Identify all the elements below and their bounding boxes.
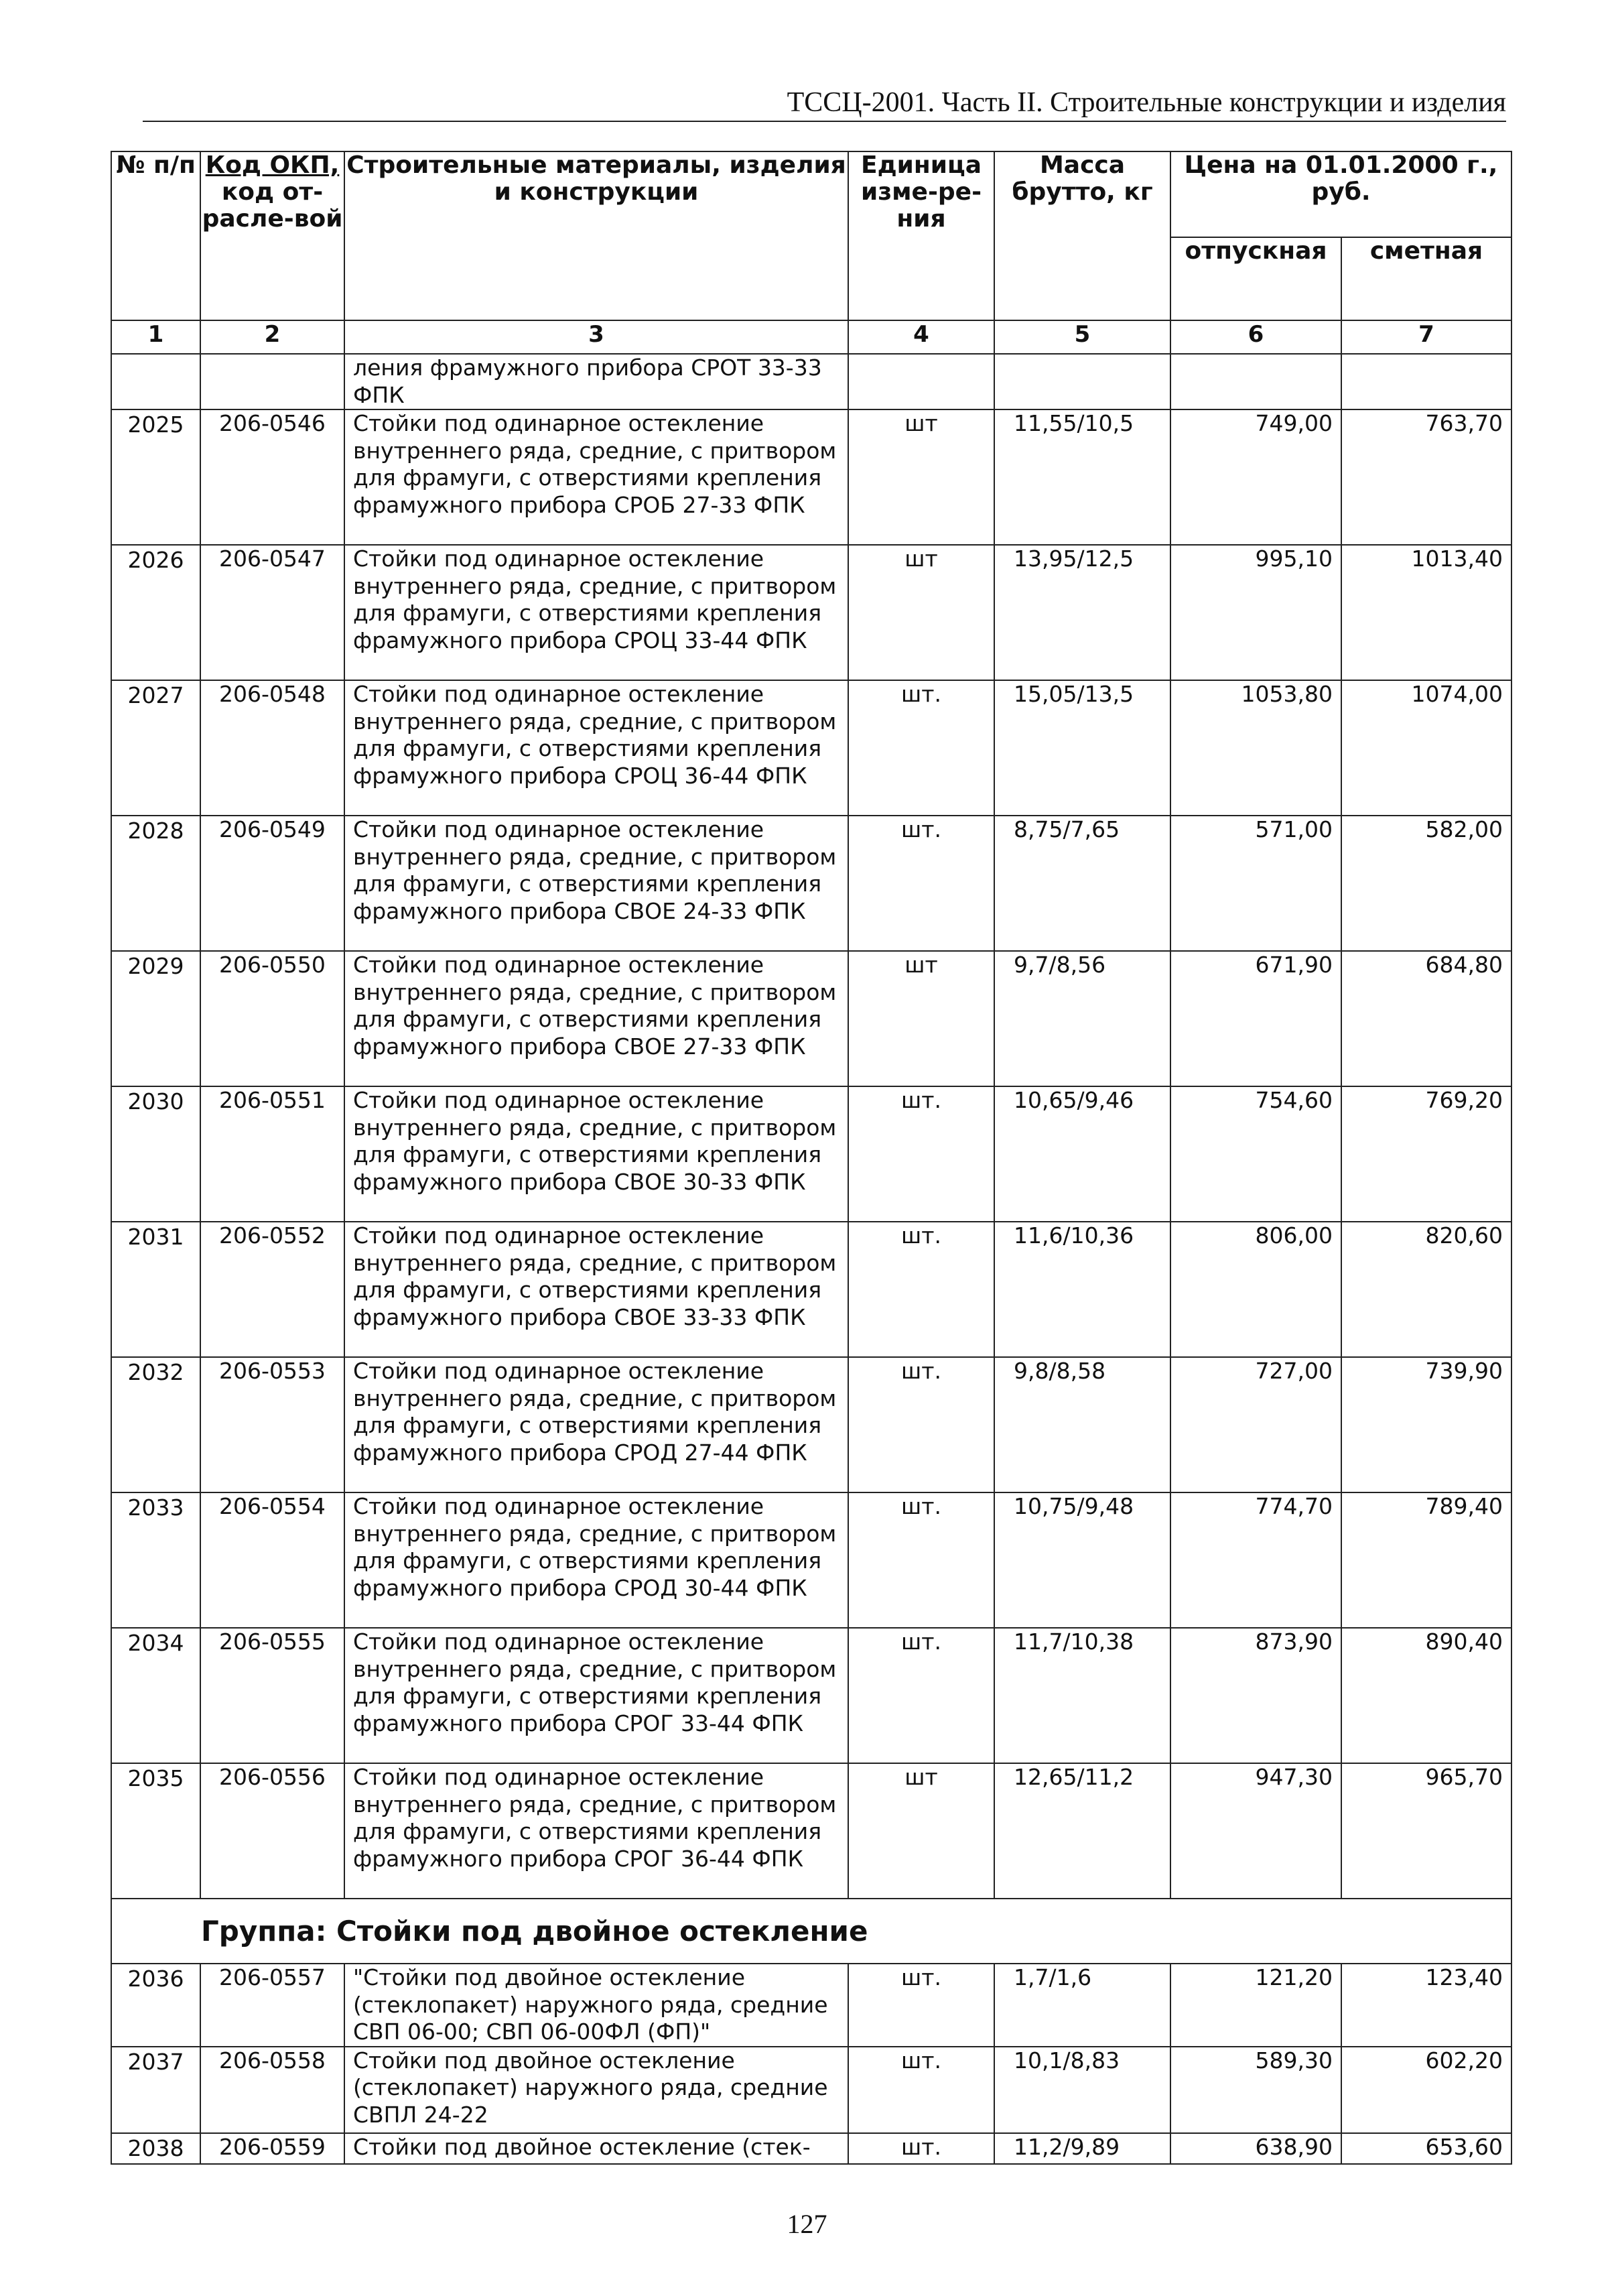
- row-price-release: [1170, 354, 1341, 409]
- row-price-estimate: 602,20: [1341, 2047, 1511, 2133]
- row-price-release: 873,90: [1170, 1628, 1341, 1763]
- row-code: 206-0546: [200, 409, 344, 545]
- row-code: 206-0548: [200, 680, 344, 816]
- row-unit: шт.: [848, 680, 994, 816]
- page-number: 127: [787, 2209, 827, 2239]
- header-code-bottom: код от-расле-вой: [202, 178, 343, 233]
- row-unit: шт.: [848, 1492, 994, 1628]
- table-row: [111, 1763, 1511, 1899]
- row-price-release: 995,10: [1170, 545, 1341, 680]
- row-mass: [994, 354, 1170, 409]
- row-mass: 11,2/9,89: [994, 2133, 1170, 2164]
- row-number: 2037: [111, 2047, 200, 2133]
- row-price-release: 727,00: [1170, 1357, 1341, 1492]
- row-unit: шт: [848, 409, 994, 545]
- row-price-release: 589,30: [1170, 2047, 1341, 2133]
- row-number: 2032: [111, 1357, 200, 1492]
- row-unit: шт.: [848, 2047, 994, 2133]
- table-row: [111, 354, 1511, 409]
- row-description: Стойки под одинарное остекление внутреннего ряда, средние, с притвором для фрамуги, с отверстиями крепления фрамужного прибора СВОЕ 30-33 ФПК: [344, 1086, 848, 1222]
- row-price-estimate: 1013,40: [1341, 545, 1511, 680]
- row-mass: 9,7/8,56: [994, 951, 1170, 1086]
- row-unit: шт.: [848, 1964, 994, 2047]
- table-row: [111, 2133, 1511, 2164]
- table-row: [111, 680, 1511, 816]
- row-mass: 11,6/10,36: [994, 1222, 1170, 1357]
- row-code: 206-0549: [200, 816, 344, 951]
- row-code: 206-0557: [200, 1964, 344, 2047]
- row-code: 206-0552: [200, 1222, 344, 1357]
- row-description: Стойки под одинарное остекление внутреннего ряда, средние, с притвором для фрамуги, с отверстиями крепления фрамужного прибора СРОЦ 33-44 ФПК: [344, 545, 848, 680]
- row-number: 2028: [111, 816, 200, 951]
- row-description: Стойки под одинарное остекление внутреннего ряда, средние, с притвором для фрамуги, с отверстиями крепления фрамужного прибора СВОЕ 33-33 ФПК: [344, 1222, 848, 1357]
- table-row: [111, 1964, 1511, 2047]
- row-price-release: 749,00: [1170, 409, 1341, 545]
- row-price-estimate: 965,70: [1341, 1763, 1511, 1899]
- row-number: 2029: [111, 951, 200, 1086]
- table-row: [111, 1086, 1511, 1222]
- header-unit: Единица изме-ре-ния: [848, 151, 994, 320]
- row-number: [111, 354, 200, 409]
- row-price-estimate: 653,60: [1341, 2133, 1511, 2164]
- header-price-release: отпускная: [1170, 237, 1341, 320]
- column-number: 7: [1341, 320, 1511, 354]
- row-unit: шт.: [848, 1086, 994, 1222]
- row-description: "Стойки под двойное остекление (стеклопакет) наружного ряда, средние СВП 06-00; СВП 06-00ФЛ (ФП)": [344, 1964, 848, 2047]
- row-mass: 9,8/8,58: [994, 1357, 1170, 1492]
- row-number: 2034: [111, 1628, 200, 1763]
- header-code-top: Код ОКП,: [205, 151, 340, 179]
- row-description: Стойки под одинарное остекление внутреннего ряда, средние, с притвором для фрамуги, с отверстиями крепления фрамужного прибора СВОЕ 27-33 ФПК: [344, 951, 848, 1086]
- table-row: [111, 2047, 1511, 2133]
- row-mass: 12,65/11,2: [994, 1763, 1170, 1899]
- table-row: [111, 1628, 1511, 1763]
- row-description: Стойки под одинарное остекление внутреннего ряда, средние, с притвором для фрамуги, с отверстиями крепления фрамужного прибора СРОГ 36-44 ФПК: [344, 1763, 848, 1899]
- row-unit: шт.: [848, 1628, 994, 1763]
- column-number: 4: [848, 320, 994, 354]
- header-rule: [143, 121, 1506, 122]
- column-number: 5: [994, 320, 1170, 354]
- row-code: 206-0559: [200, 2133, 344, 2164]
- row-price-estimate: 1074,00: [1341, 680, 1511, 816]
- row-price-estimate: 684,80: [1341, 951, 1511, 1086]
- row-number: 2031: [111, 1222, 200, 1357]
- row-number: 2025: [111, 409, 200, 545]
- row-price-estimate: 769,20: [1341, 1086, 1511, 1222]
- row-price-estimate: 789,40: [1341, 1492, 1511, 1628]
- row-price-estimate: [1341, 354, 1511, 409]
- row-unit: шт.: [848, 1357, 994, 1492]
- row-number: 2030: [111, 1086, 200, 1222]
- row-unit: шт: [848, 1763, 994, 1899]
- row-code: 206-0553: [200, 1357, 344, 1492]
- row-price-estimate: 820,60: [1341, 1222, 1511, 1357]
- table-row: [111, 409, 1511, 545]
- row-unit: шт.: [848, 816, 994, 951]
- row-price-release: 1053,80: [1170, 680, 1341, 816]
- header-num: № п/п: [111, 151, 200, 320]
- row-description: Стойки под одинарное остекление внутреннего ряда, средние, с притвором для фрамуги, с отверстиями крепления фрамужного прибора СРОЦ 36-44 ФПК: [344, 680, 848, 816]
- row-description: Стойки под двойное остекление (стеклопакет) наружного ряда, средние СВПЛ 24-22: [344, 2047, 848, 2133]
- row-price-estimate: 123,40: [1341, 1964, 1511, 2047]
- header-code: [200, 151, 344, 320]
- row-number: 2035: [111, 1763, 200, 1899]
- row-code: 206-0547: [200, 545, 344, 680]
- row-mass: 8,75/7,65: [994, 816, 1170, 951]
- row-mass: 1,7/1,6: [994, 1964, 1170, 2047]
- column-number: 2: [200, 320, 344, 354]
- row-unit: шт: [848, 951, 994, 1086]
- row-unit: шт: [848, 545, 994, 680]
- row-description: Стойки под одинарное остекление внутреннего ряда, средние, с притвором для фрамуги, с отверстиями крепления фрамужного прибора СВОЕ 24-33 ФПК: [344, 816, 848, 951]
- row-mass: 10,75/9,48: [994, 1492, 1170, 1628]
- price-table: [111, 151, 1512, 2165]
- group-title: Группа: Стойки под двойное остекление: [111, 1899, 1511, 1964]
- row-price-estimate: 890,40: [1341, 1628, 1511, 1763]
- table-row: [111, 1492, 1511, 1628]
- table-row: [111, 816, 1511, 951]
- row-number: 2036: [111, 1964, 200, 2047]
- row-price-release: 638,90: [1170, 2133, 1341, 2164]
- table-row: [111, 951, 1511, 1086]
- header-desc: Строительные материалы, изделия и конструкции: [344, 151, 848, 320]
- row-number: 2027: [111, 680, 200, 816]
- row-code: [200, 354, 344, 409]
- row-unit: шт.: [848, 1222, 994, 1357]
- row-price-release: 806,00: [1170, 1222, 1341, 1357]
- table-row: [111, 1357, 1511, 1492]
- row-code: 206-0550: [200, 951, 344, 1086]
- row-price-release: 571,00: [1170, 816, 1341, 951]
- column-number: 6: [1170, 320, 1341, 354]
- row-mass: 13,95/12,5: [994, 545, 1170, 680]
- column-number-row: [111, 320, 1511, 354]
- running-header: ТССЦ-2001. Часть II. Строительные конструкции и изделия: [787, 87, 1506, 118]
- row-price-estimate: 739,90: [1341, 1357, 1511, 1492]
- row-description: Стойки под одинарное остекление внутреннего ряда, средние, с притвором для фрамуги, с отверстиями крепления фрамужного прибора СРОБ 27-33 ФПК: [344, 409, 848, 545]
- row-number: 2026: [111, 545, 200, 680]
- column-number: 1: [111, 320, 200, 354]
- row-mass: 10,1/8,83: [994, 2047, 1170, 2133]
- row-unit: шт.: [848, 2133, 994, 2164]
- row-description: ления фрамужного прибора СРОТ 33-33 ФПК: [344, 354, 848, 409]
- row-description: Стойки под одинарное остекление внутреннего ряда, средние, с притвором для фрамуги, с отверстиями крепления фрамужного прибора СРОД 30-44 ФПК: [344, 1492, 848, 1628]
- row-code: 206-0558: [200, 2047, 344, 2133]
- table-body: [111, 320, 1511, 2164]
- table-row: [111, 1222, 1511, 1357]
- row-mass: 11,7/10,38: [994, 1628, 1170, 1763]
- row-price-estimate: 582,00: [1341, 816, 1511, 951]
- row-price-release: 947,30: [1170, 1763, 1341, 1899]
- row-mass: 10,65/9,46: [994, 1086, 1170, 1222]
- row-price-release: 754,60: [1170, 1086, 1341, 1222]
- header-price: Цена на 01.01.2000 г., руб.: [1170, 151, 1511, 237]
- row-code: 206-0551: [200, 1086, 344, 1222]
- row-mass: 15,05/13,5: [994, 680, 1170, 816]
- row-code: 206-0556: [200, 1763, 344, 1899]
- row-price-estimate: 763,70: [1341, 409, 1511, 545]
- row-price-release: 774,70: [1170, 1492, 1341, 1628]
- header-price-estimate: сметная: [1341, 237, 1511, 320]
- row-description: Стойки под одинарное остекление внутреннего ряда, средние, с притвором для фрамуги, с отверстиями крепления фрамужного прибора СРОГ 33-44 ФПК: [344, 1628, 848, 1763]
- row-unit: [848, 354, 994, 409]
- row-price-release: 121,20: [1170, 1964, 1341, 2047]
- row-code: 206-0554: [200, 1492, 344, 1628]
- group-row: [111, 1899, 1511, 1964]
- table-row: [111, 545, 1511, 680]
- row-price-release: 671,90: [1170, 951, 1341, 1086]
- row-number: 2038: [111, 2133, 200, 2164]
- row-code: 206-0555: [200, 1628, 344, 1763]
- row-mass: 11,55/10,5: [994, 409, 1170, 545]
- header-mass: Масса брутто, кг: [994, 151, 1170, 320]
- row-number: 2033: [111, 1492, 200, 1628]
- column-number: 3: [344, 320, 848, 354]
- row-description: Стойки под одинарное остекление внутреннего ряда, средние, с притвором для фрамуги, с отверстиями крепления фрамужного прибора СРОД 27-44 ФПК: [344, 1357, 848, 1492]
- row-description: Стойки под двойное остекление (стек-: [344, 2133, 848, 2164]
